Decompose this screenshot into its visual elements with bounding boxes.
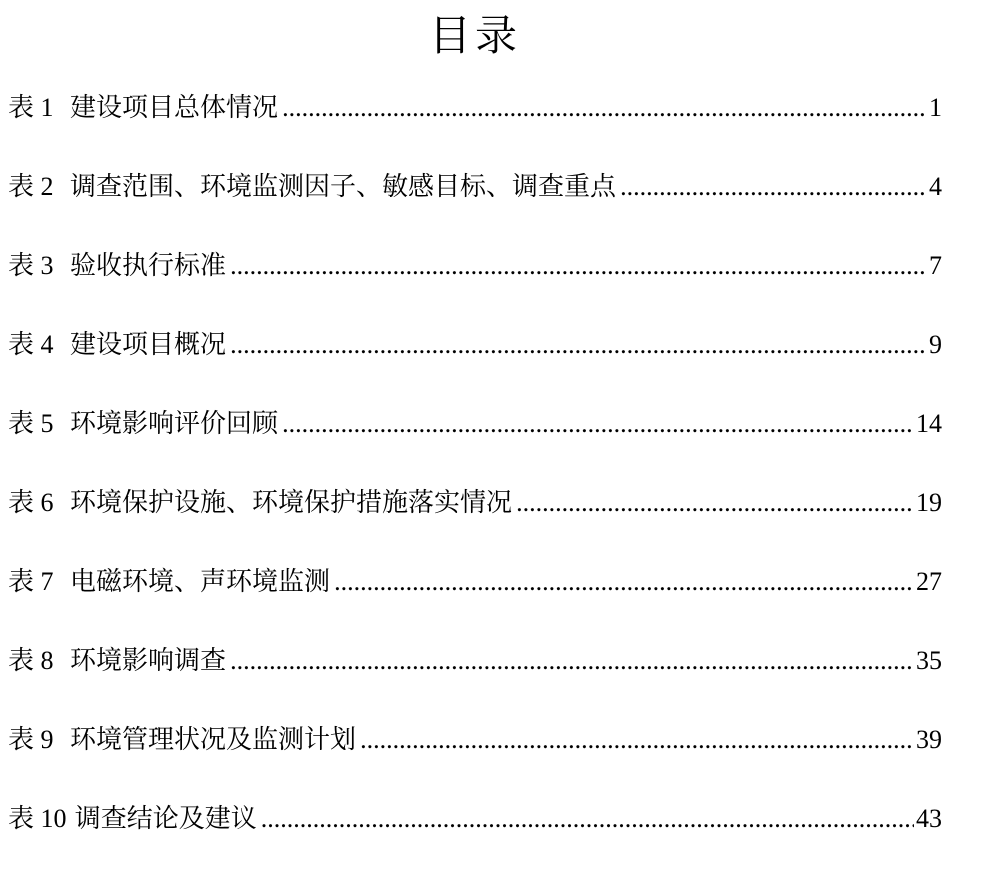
toc-page-number: 35	[916, 646, 942, 675]
toc-entry[interactable]	[8, 791, 942, 870]
toc-entry[interactable]	[8, 317, 942, 396]
toc-table-number: 表 9	[8, 725, 54, 754]
toc-table-number: 表 3	[8, 251, 54, 280]
toc-entry[interactable]	[8, 475, 942, 554]
toc-entry-title: 电磁环境、声环境监测	[70, 567, 331, 597]
toc-entry-title: 环境管理状况及监测计划	[70, 725, 357, 755]
toc-table-number: 表 4	[8, 330, 54, 359]
toc-entry-title: 建设项目总体情况	[70, 93, 279, 123]
toc-entry-title: 建设项目概况	[70, 330, 227, 360]
dot-leader	[282, 80, 927, 136]
dot-leader	[282, 396, 914, 452]
toc-table-number: 表 7	[8, 567, 54, 596]
dot-leader	[230, 238, 927, 294]
toc-table-number: 表 5	[8, 409, 54, 438]
toc-entry-title: 环境保护设施、环境保护措施落实情况	[70, 488, 513, 518]
toc-entry-title: 验收执行标准	[70, 251, 227, 281]
toc-page-number: 27	[916, 567, 942, 596]
toc-page-number: 7	[929, 251, 942, 280]
toc-list	[8, 80, 942, 870]
dot-leader	[261, 791, 914, 847]
toc-page-number: 1	[929, 93, 942, 122]
toc-entry-title: 环境影响评价回顾	[70, 409, 279, 439]
toc-entry-title: 调查范围、环境监测因子、敏感目标、调查重点	[70, 172, 617, 202]
toc-entry-title: 调查结论及建议	[74, 804, 257, 834]
toc-table-number: 表 10	[8, 804, 67, 833]
toc-page-number: 39	[916, 725, 942, 754]
toc-entry[interactable]	[8, 159, 942, 238]
toc-page-number: 14	[916, 409, 942, 438]
dot-leader	[360, 712, 914, 768]
page-title: 目录	[428, 11, 521, 60]
toc-page-number: 43	[916, 804, 942, 833]
toc-entry[interactable]	[8, 396, 942, 475]
toc-page-number: 9	[929, 330, 942, 359]
toc-entry[interactable]	[8, 554, 942, 633]
toc-entry[interactable]	[8, 633, 942, 712]
toc-table-number: 表 6	[8, 488, 54, 517]
toc-table-number: 表 2	[8, 172, 54, 201]
toc-entry[interactable]	[8, 80, 942, 159]
toc-table-number: 表 8	[8, 646, 54, 675]
dot-leader	[230, 633, 914, 689]
toc-table-number: 表 1	[8, 93, 54, 122]
toc-page-number: 4	[929, 172, 942, 201]
dot-leader	[516, 475, 914, 531]
dot-leader	[334, 554, 914, 610]
toc-entry-title: 环境影响调查	[70, 646, 227, 676]
dot-leader	[230, 317, 927, 373]
dot-leader	[620, 159, 927, 215]
toc-entry[interactable]	[8, 238, 942, 317]
toc-entry[interactable]	[8, 712, 942, 791]
toc-page-number: 19	[916, 488, 942, 517]
